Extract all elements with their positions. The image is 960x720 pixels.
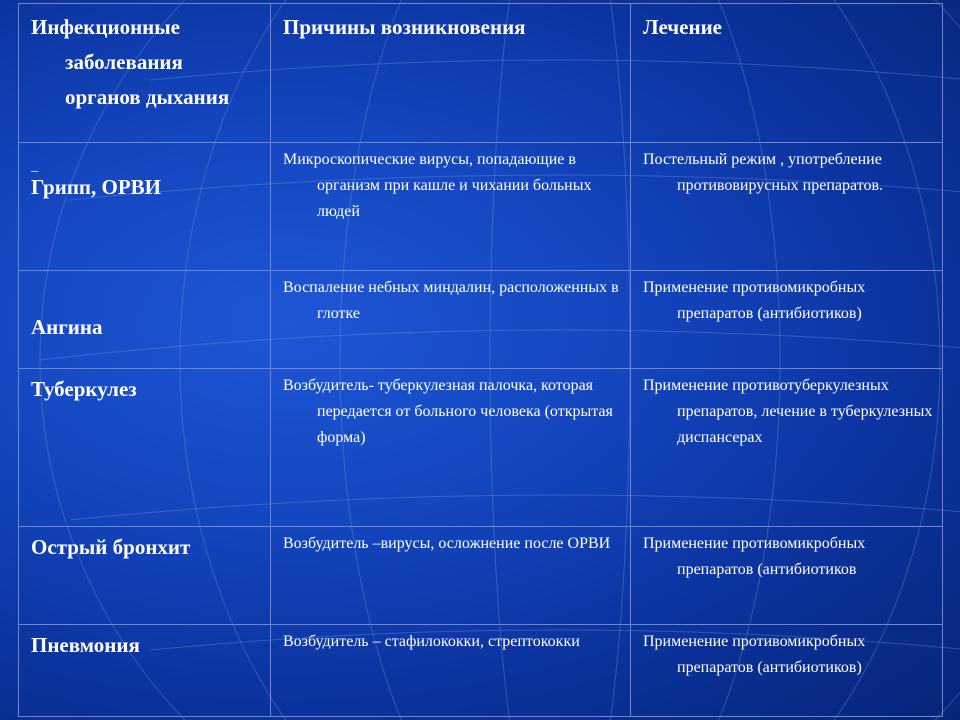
header-treatment-cell	[631, 4, 943, 143]
cause-cell	[271, 143, 631, 271]
header-causes-cell	[271, 4, 631, 143]
cause-cell	[271, 369, 631, 527]
cause-cell	[271, 527, 631, 625]
disease-name-tuberculosis: Туберкулез	[31, 377, 137, 401]
table-row	[19, 625, 943, 717]
table-row	[19, 143, 943, 271]
treatment-pneumonia: Применение противомикробных препаратов (антибиотиков)	[643, 633, 866, 676]
cause-flu: Микроскопические вирусы, попадающие в организм при кашле и чихании больных людей	[283, 151, 592, 220]
disease-name-angina: Ангина	[31, 315, 103, 339]
treatment-angina: Применение противомикробных препаратов (антибиотиков)	[643, 279, 866, 322]
table-row	[19, 271, 943, 369]
treatment-cell	[631, 625, 943, 717]
cause-pneumonia: Возбудитель – стафилококки, стрептококки	[283, 633, 580, 650]
treatment-flu: Постельный режим , употребление противовирусных препаратов.	[643, 151, 884, 194]
header-treatment: Лечение	[643, 15, 722, 39]
respiratory-diseases-table	[18, 3, 943, 717]
disease-cell	[19, 271, 271, 369]
header-diseases-cell	[19, 4, 271, 143]
treatment-tuberculosis: Применение противотуберкулезных препаратов, лечение в туберкулезных диспансерах	[643, 377, 933, 446]
header-diseases: Инфекционные заболевания органов дыхания	[31, 15, 230, 109]
treatment-bronchitis: Применение противомикробных препаратов (антибиотиков	[643, 535, 866, 578]
table-row	[19, 369, 943, 527]
treatment-cell	[631, 369, 943, 527]
disease-name-flu	[19, 143, 270, 201]
disease-name-pneumonia: Пневмония	[31, 633, 140, 657]
header-causes: Причины возникновения	[283, 15, 526, 39]
cause-cell	[271, 625, 631, 717]
disease-label: Грипп, ОРВИ	[31, 175, 162, 199]
disease-cell	[19, 369, 271, 527]
disease-name-bronchitis: Острый бронхит	[31, 535, 191, 559]
cause-bronchitis: Возбудитель –вирусы, осложнение после ОРВИ	[283, 535, 611, 552]
table-header-row	[19, 4, 943, 143]
cause-tuberculosis: Возбудитель- туберкулезная палочка, которая передается от больного человека (открытая форма)	[283, 377, 613, 446]
cause-angina: Воспаление небных миндалин, расположенных в глотке	[283, 279, 619, 322]
disease-cell	[19, 143, 271, 271]
treatment-cell	[631, 143, 943, 271]
treatment-cell	[631, 527, 943, 625]
row-marker: _	[31, 159, 38, 174]
disease-cell	[19, 527, 271, 625]
disease-cell	[19, 625, 271, 717]
treatment-cell	[631, 271, 943, 369]
cause-cell	[271, 271, 631, 369]
table-row	[19, 527, 943, 625]
